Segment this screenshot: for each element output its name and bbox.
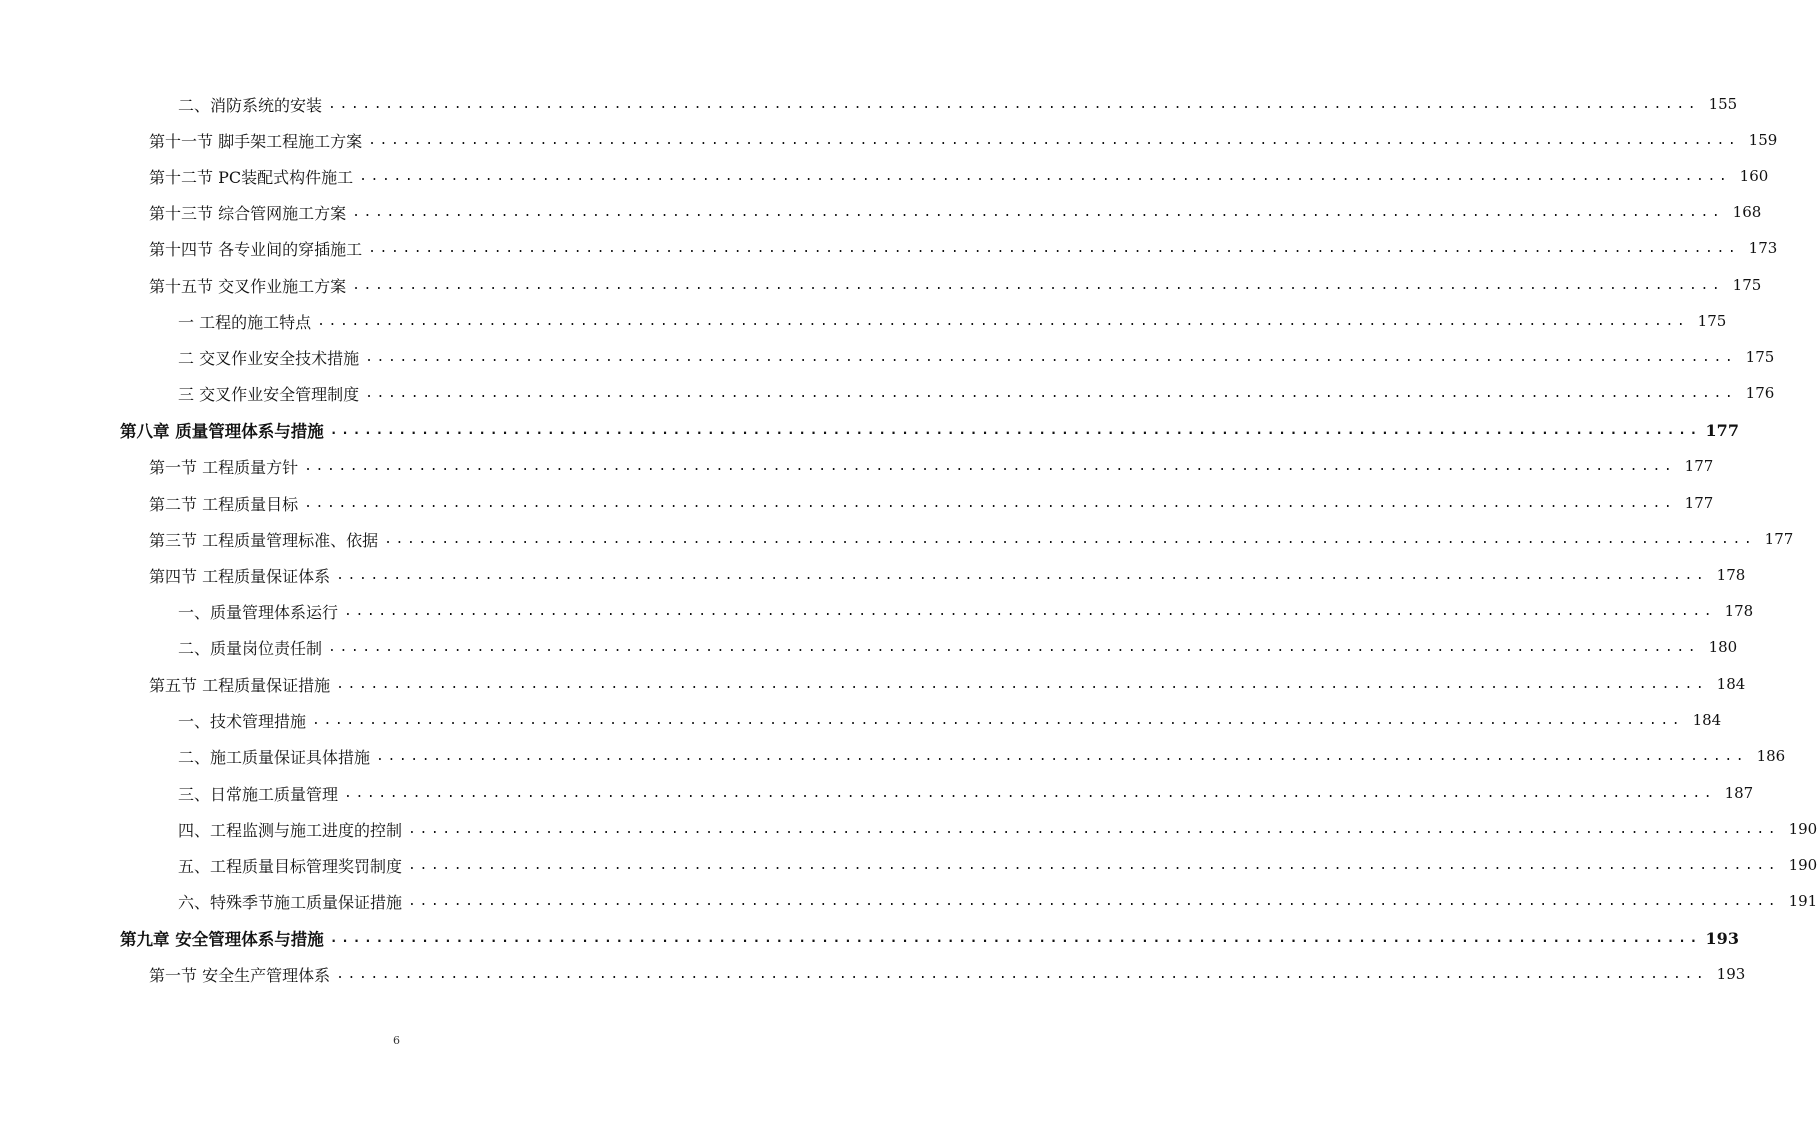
toc-dot-leader: ........................................................................................................................ <box>329 422 1701 438</box>
toc-dot-leader: ........................................................................................................................ <box>408 857 1780 873</box>
toc-entry-page: 184 <box>1692 711 1722 729</box>
toc-subsection-entry <box>0 307 1727 335</box>
toc-entry-title: 二 交叉作业安全技术措施 <box>178 348 360 368</box>
toc-entry-title: 二、消防系统的安装 <box>178 95 323 115</box>
toc-entry-page: 191 <box>1788 892 1817 910</box>
toc-section-entry <box>0 271 1762 299</box>
toc-entry-title: 一、技术管理措施 <box>178 711 307 731</box>
toc-entry-title: 一、质量管理体系运行 <box>178 602 339 622</box>
toc-subsection-entry <box>0 742 1786 770</box>
toc-entry-page: 173 <box>1748 239 1778 257</box>
toc-subsection-entry <box>0 633 1738 661</box>
toc-subsection-entry <box>0 343 1775 371</box>
toc-entry-page: 190 <box>1788 856 1817 874</box>
toc-entry-page: 155 <box>1708 95 1738 113</box>
toc-section-entry <box>0 525 1794 553</box>
toc-chapter-entry <box>0 416 1739 444</box>
toc-section-entry <box>0 162 1769 190</box>
toc-dot-leader: ........................................................................................................................ <box>317 313 1689 329</box>
toc-dot-leader: ........................................................................................................................ <box>359 168 1731 184</box>
toc-entry-title: 二、质量岗位责任制 <box>178 638 323 658</box>
toc-entry-title: 第一节 安全生产管理体系 <box>149 965 331 985</box>
toc-entry-title: 第四节 工程质量保证体系 <box>149 566 331 586</box>
toc-entry-page: 168 <box>1732 203 1762 221</box>
toc-entry-page: 175 <box>1732 276 1762 294</box>
toc-entry-title: 第十一节 脚手架工程施工方案 <box>149 131 363 151</box>
toc-subsection-entry <box>0 815 1817 843</box>
toc-entry-title: 第一节 工程质量方针 <box>149 457 299 477</box>
toc-dot-leader: ........................................................................................................................ <box>344 603 1716 619</box>
toc-dot-leader: ........................................................................................................................ <box>312 712 1684 728</box>
toc-entry-page: 187 <box>1724 784 1754 802</box>
toc-entry-page: 160 <box>1739 167 1769 185</box>
toc-dot-leader: ........................................................................................................................ <box>336 966 1708 982</box>
toc-entry-page: 176 <box>1745 384 1775 402</box>
toc-section-entry <box>0 670 1746 698</box>
toc-dot-leader: ........................................................................................................................ <box>352 277 1724 293</box>
toc-subsection-entry <box>0 597 1754 625</box>
toc-section-entry <box>0 234 1778 262</box>
toc-section-entry <box>0 198 1762 226</box>
toc-entry-title: 第八章 质量管理体系与措施 <box>120 422 324 441</box>
toc-entry-title: 第十四节 各专业间的穿插施工 <box>149 239 363 259</box>
toc-dot-leader: ........................................................................................................................ <box>384 531 1756 547</box>
toc-entry-title: 一 工程的施工特点 <box>178 312 312 332</box>
toc-entry-title: 三 交叉作业安全管理制度 <box>178 384 360 404</box>
toc-subsection-entry <box>0 779 1754 807</box>
toc-entry-page: 175 <box>1745 348 1775 366</box>
toc-subsection-entry <box>0 379 1775 407</box>
toc-entry-page: 180 <box>1708 638 1738 656</box>
table-of-contents <box>0 90 1817 1000</box>
toc-entry-page: 177 <box>1705 420 1739 440</box>
toc-dot-leader: ........................................................................................................................ <box>365 349 1737 365</box>
toc-entry-title: 第十二节 PC装配式构件施工 <box>149 167 354 187</box>
toc-entry-page: 175 <box>1697 312 1727 330</box>
toc-entry-page: 184 <box>1716 675 1746 693</box>
toc-subsection-entry <box>0 887 1817 915</box>
toc-dot-leader: ........................................................................................................................ <box>336 676 1708 692</box>
toc-entry-page: 193 <box>1716 965 1746 983</box>
toc-entry-page: 178 <box>1724 602 1754 620</box>
toc-dot-leader: ........................................................................................................................ <box>304 458 1676 474</box>
toc-entry-page: 177 <box>1684 494 1714 512</box>
toc-entry-title: 第十五节 交叉作业施工方案 <box>149 276 347 296</box>
toc-dot-leader: ........................................................................................................................ <box>344 785 1716 801</box>
toc-entry-title: 第十三节 综合管网施工方案 <box>149 203 347 223</box>
toc-section-entry <box>0 561 1746 589</box>
toc-entry-title: 五、工程质量目标管理奖罚制度 <box>178 856 403 876</box>
toc-dot-leader: ........................................................................................................................ <box>336 567 1708 583</box>
toc-entry-page: 178 <box>1716 566 1746 584</box>
toc-entry-title: 第三节 工程质量管理标准、依据 <box>149 530 379 550</box>
toc-section-entry <box>0 489 1714 517</box>
toc-entry-page: 193 <box>1705 928 1739 948</box>
toc-dot-leader: ........................................................................................................................ <box>329 930 1701 946</box>
toc-dot-leader: ........................................................................................................................ <box>352 204 1724 220</box>
toc-section-entry <box>0 126 1778 154</box>
toc-section-entry <box>0 960 1746 988</box>
toc-subsection-entry <box>0 90 1738 118</box>
toc-dot-leader: ........................................................................................................................ <box>365 385 1737 401</box>
toc-entry-page: 159 <box>1748 131 1778 149</box>
toc-entry-title: 第九章 安全管理体系与措施 <box>120 930 324 949</box>
toc-entry-title: 第二节 工程质量目标 <box>149 494 299 514</box>
toc-entry-title: 二、施工质量保证具体措施 <box>178 747 371 767</box>
toc-dot-leader: ........................................................................................................................ <box>408 893 1780 909</box>
toc-entry-title: 四、工程监测与施工进度的控制 <box>178 820 403 840</box>
toc-entry-page: 177 <box>1764 530 1794 548</box>
toc-dot-leader: ........................................................................................................................ <box>328 96 1700 112</box>
toc-section-entry <box>0 452 1714 480</box>
toc-subsection-entry <box>0 851 1817 879</box>
toc-entry-page: 177 <box>1684 457 1714 475</box>
toc-subsection-entry <box>0 706 1722 734</box>
toc-chapter-entry <box>0 924 1739 952</box>
toc-dot-leader: ........................................................................................................................ <box>304 495 1676 511</box>
toc-dot-leader: ........................................................................................................................ <box>368 132 1740 148</box>
page-number: 6 <box>393 1034 400 1047</box>
toc-dot-leader: ........................................................................................................................ <box>328 639 1700 655</box>
toc-entry-title: 三、日常施工质量管理 <box>178 784 339 804</box>
toc-entry-title: 第五节 工程质量保证措施 <box>149 675 331 695</box>
toc-entry-title: 六、特殊季节施工质量保证措施 <box>178 892 403 912</box>
toc-entry-page: 186 <box>1756 747 1786 765</box>
toc-dot-leader: ........................................................................................................................ <box>408 821 1780 837</box>
toc-dot-leader: ........................................................................................................................ <box>376 748 1748 764</box>
toc-entry-page: 190 <box>1788 820 1817 838</box>
toc-dot-leader: ........................................................................................................................ <box>368 240 1740 256</box>
